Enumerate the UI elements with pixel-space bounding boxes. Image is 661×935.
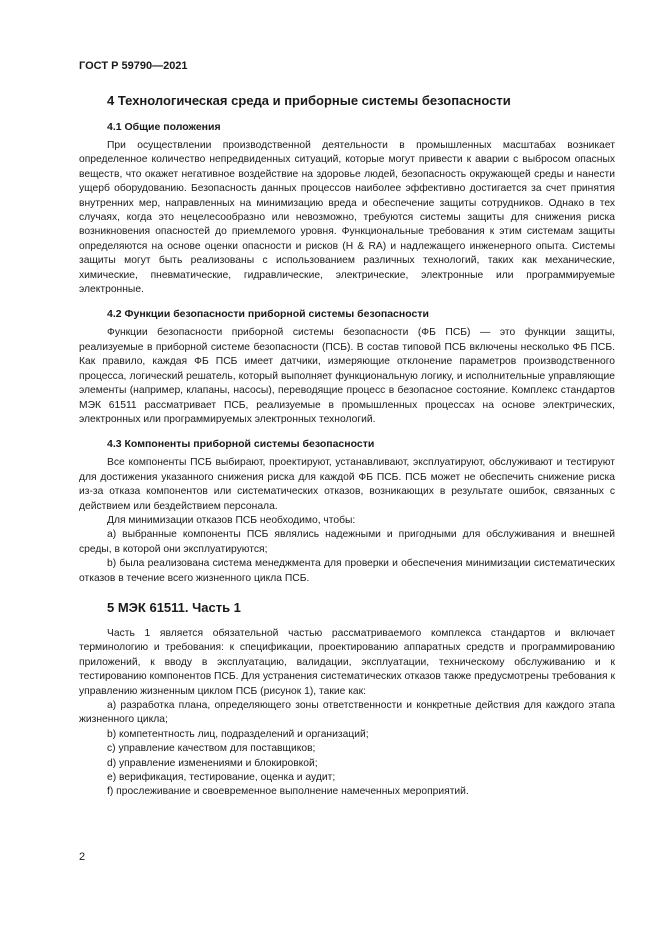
- list-item: b) была реализована система менеджмента для проверки и обеспечения минимизации систематических отказов в течение всего жизненного цикла ПСБ.: [79, 558, 615, 584]
- list-item: a) выбранные компоненты ПСБ являлись надежными и пригодными для обслуживания и внешней среды, в которой они эксплуатируются;: [79, 529, 615, 555]
- list-item: a) разработка плана, определяющего зоны ответственности и конкретные действия для каждого этапа жизненного цикла;: [79, 700, 615, 726]
- list-item: f) прослеживание и своевременное выполнение намеченных мероприятий.: [107, 786, 469, 798]
- subsection-4-1-heading: 4.1 Общие положения: [107, 121, 221, 133]
- list-item: e) верификация, тестирование, оценка и аудит;: [107, 772, 336, 784]
- list-item: b) компетентность лиц, подразделений и организаций;: [107, 728, 369, 740]
- subsection-4-2-paragraph: Функции безопасности приборной системы безопасности (ФБ ПСБ) — это функции защиты, реализуемые в приборной системе безопасности (ПСБ). В состав типовой ПСБ включены несколько ФБ ПСБ. Как правило, каждая ФБ ПСБ имеет датчики, измеряющие отклонение параметров производственного процесса, логический решатель, который выполняет функциональную логику, и исполнительные управляющие элементы (например, клапаны, насосы), переводящие процесс в безопасное состояние. Комплекс стандартов МЭК 61511 рассматривает ПСБ, реализуемые в промышленных процессах на основе электрических, электронных или программируемых электронных технологий.: [79, 327, 615, 425]
- subsection-4-1-paragraph: При осуществлении производственной деятельности в промышленных масштабах возникает определенное количество непредвиденных ситуаций, которые могут привести к аварии с выбросом опасных веществ, что окажет негативное воздействие на здоровье людей, безопасность окружающей среды и нанести ущерб оборудованию. Безопасность данных процессов наиболее эффективно достигается за счет принятия внутренних мер, направленных на минимизацию вреда и обеспечение защиты сотрудников. Однако в тех случаях, когда это нецелесообразно или невозможно, требуются системы защиты для снижения риска возникновения опасностей до приемлемого уровня. Функциональные требования к этим системам защиты определяются на основе оценки опасности и рисков (H & RA) и надлежащего инженерного опыта. Системы защиты могут быть реализованы с использованием различных технологий, таких как механические, химические, пневматические, гидравлические, электрические, электронные или программируемые электронные.: [79, 140, 615, 296]
- page-number: 2: [79, 851, 86, 863]
- subsection-4-2-heading: 4.2 Функции безопасности приборной системы безопасности: [107, 308, 429, 321]
- section-5-heading: 5 МЭК 61511. Часть 1: [107, 599, 241, 615]
- list-item: d) управление изменениями и блокировкой;: [107, 757, 318, 769]
- document-id-header: ГОСТ Р 59790—2021: [79, 60, 188, 72]
- section-4-heading: 4 Технологическая среда и приборные системы безопасности: [107, 93, 511, 108]
- subsection-4-3-heading: 4.3 Компоненты приборной системы безопасности: [107, 438, 375, 451]
- list-item: c) управление качеством для поставщиков;: [107, 743, 316, 755]
- subsection-4-3-paragraph-1: Все компоненты ПСБ выбирают, проектируют, устанавливают, эксплуатируют, обслуживают и тестируют для достижения указанного снижения риска для каждой ФБ ПСБ. ПСБ может не обеспечить снижение риска из-за отказа компонентов или систематических отказов, возникающих в результате ошибок, связанных с действием или бездействием персонала.: [79, 457, 615, 512]
- page-content: [79, 93, 615, 800]
- section-5-paragraph: Часть 1 является обязательной частью рассматриваемого комплекса стандартов и включает терминологию и требования: к спецификации, проектированию аппаратных средств и программированию приложений, к вводу в эксплуатацию, валидации, эксплуатации, техническому обслуживанию и к тестированию компонентов ПСБ. Для устранения систематических отказов также предусмотрены требования к управлению жизненным циклом ПСБ (рисунок 1), такие как:: [79, 627, 615, 697]
- subsection-4-3-paragraph-2: Для минимизации отказов ПСБ необходимо, чтобы:: [107, 514, 356, 526]
